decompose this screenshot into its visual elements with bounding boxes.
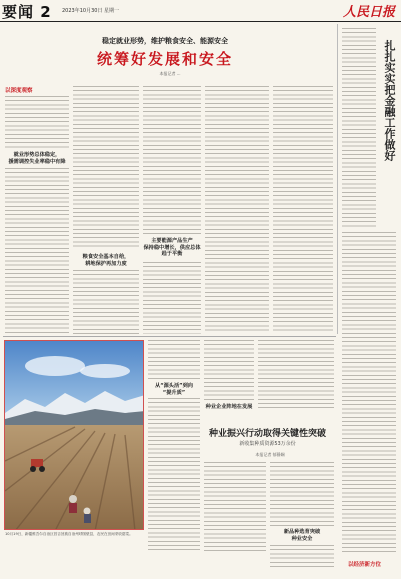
- side-col-text-1: [342, 28, 376, 228]
- column-divider: [337, 24, 338, 334]
- main-col-4: [205, 86, 269, 334]
- column-tag: 以深度观察: [5, 88, 33, 94]
- section-divider: [3, 336, 336, 337]
- newspaper-logo: 人民日报: [342, 5, 395, 20]
- main-subhead-3: 主要能源产品生产 保持稳中增长，供应总体 趋于平衡: [143, 238, 201, 257]
- main-subhead-2: 粮食安全基本自给， 耕地保护再加力度: [82, 254, 130, 267]
- main-byline: 本报记者 ...: [159, 71, 181, 76]
- seed-byline: 本报记者 郁静娴: [255, 452, 285, 457]
- photo-caption: 10月19日，新疆维吾尔自治区昌吉回族自治州呼图壁县，农民在田间采收甜菜。: [5, 532, 133, 536]
- news-photo: [4, 340, 144, 530]
- main-col-1-bottom: [5, 168, 69, 334]
- seed-subhead-3: 新品种选育突破 种业安全: [283, 529, 321, 542]
- main-col-3-bottom: [143, 262, 201, 334]
- seed-col-1-top: [148, 340, 200, 380]
- seed-subhead-2: 种业企业阵地在发展: [205, 404, 253, 410]
- issue-date: 2023年10月30日 星期一: [62, 8, 120, 14]
- side-footer-tag: 以经济新方位: [348, 562, 382, 568]
- main-headline: 统筹好发展和安全: [96, 50, 233, 68]
- side-headline: 扎扎实实把金融工作做好: [383, 40, 396, 161]
- main-kicker: 稳定就业形势，维护粮食安全、能源安全: [102, 37, 228, 45]
- seed-col-3-bottom: [270, 462, 334, 526]
- page-header: [0, 0, 401, 22]
- seed-headline: 种业振兴行动取得关键性突破: [208, 429, 326, 439]
- farm-field-photo: [5, 341, 144, 530]
- section-label: 要闻 2: [2, 3, 52, 21]
- seed-col-3-end: [270, 545, 334, 570]
- main-subhead-1: 就业形势总体稳定， 援需调控失业率稳中有降: [8, 152, 66, 165]
- seed-col-3-top: [258, 340, 334, 410]
- main-col-2-top: [73, 86, 139, 250]
- seed-col-1-bottom: [148, 398, 200, 552]
- seed-subheadline: 新收集种质资源53万余份: [239, 441, 296, 447]
- main-col-1-top: [5, 96, 69, 148]
- seed-subhead-1: 从“源头活”到向 “提升质”: [155, 383, 193, 396]
- main-col-3-top: [143, 86, 201, 234]
- seed-col-2-top: [204, 340, 254, 402]
- main-col-2-bottom: [73, 270, 139, 334]
- seed-col-2-bottom: [204, 462, 266, 552]
- main-col-5: [273, 86, 333, 334]
- side-col-text-2: [342, 232, 396, 552]
